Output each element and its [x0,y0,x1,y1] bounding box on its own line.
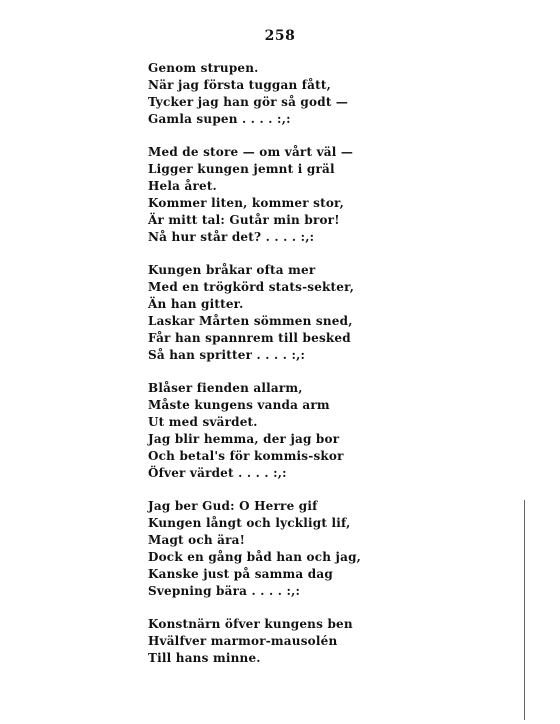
poem-line: Måste kungens vanda arm [148,398,330,412]
page-number: 258 [264,28,296,44]
stanza-5 [148,498,408,600]
poem-line: Gamla supen . . . . :,: [148,112,291,126]
poem-line: Än han gitter. [148,297,244,311]
stanza-3 [148,262,408,364]
poem-line: Laskar Mårten sömmen sned, [148,314,353,328]
poem-line: Dock en gång båd han och jag, [148,550,362,564]
poem-line: Ut med svärdet. [148,415,258,429]
poem-line: När jag första tuggan fått, [148,78,331,92]
poem-line: Ligger kungen jemnt i gräl [148,162,335,176]
poem-line: Magt och ära! [148,533,246,547]
stanza-2 [148,144,408,246]
poem-line: Blåser fienden allarm, [148,381,303,395]
poem-line: Är mitt tal: Gutår min bror! [148,213,340,227]
poem-line: Och betal's för kommis-skor [148,449,344,463]
poem-line: Öfver värdet . . . . :,: [148,466,287,480]
page-edge-line [524,500,525,720]
poem-line: Med en trögkörd stats-sekter, [148,280,355,294]
poem-line: Svepning bära . . . . :,: [148,584,301,598]
poem-line: Kungen bråkar ofta mer [148,263,316,277]
poem-line: Nå hur står det? . . . . :,: [148,230,315,244]
poem [148,60,408,683]
poem-line: Jag ber Gud: O Herre gif [148,499,318,513]
poem-line: Genom strupen. [148,61,259,75]
poem-line: Så han spritter . . . . :,: [148,348,306,362]
stanza-1 [148,60,408,128]
poem-line: Hvälfver marmor-mausolén [148,634,338,648]
poem-line: Tycker jag han gör så godt — [148,95,349,109]
poem-line: Hela året. [148,179,217,193]
poem-line: Konstnärn öfver kungens ben [148,617,353,631]
stanza-4 [148,380,408,482]
poem-line: Kommer liten, kommer stor, [148,196,345,210]
stanza-6 [148,616,408,667]
poem-line: Kungen långt och lyckligt lif, [148,516,351,530]
poem-line: Jag blir hemma, der jag bor [148,432,340,446]
poem-line: Kanske just på samma dag [148,567,333,581]
poem-line: Får han spannrem till besked [148,331,351,345]
poem-line: Till hans minne. [148,651,261,665]
poem-line: Med de store — om vårt väl — [148,145,354,159]
